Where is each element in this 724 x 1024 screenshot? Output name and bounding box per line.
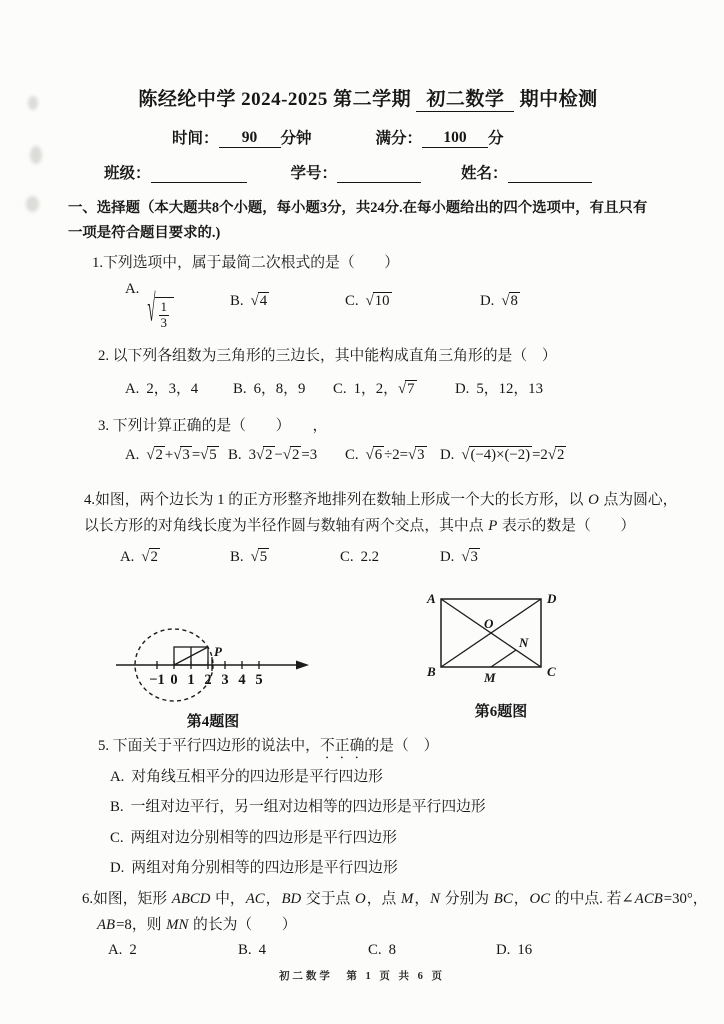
question-6-stem-line1: 6.如图，矩形 ABCD 中，AC，BD 交于点 O，点 M，N 分别为 BC，OC 的中点. 若∠ACB=30°， — [82, 890, 708, 907]
q2-option-c-value: 1，2，√ 7 — [353, 381, 415, 398]
q5-stem-emphasis: 不正确 — [319, 737, 365, 754]
vertex-a-label: A — [427, 590, 436, 606]
full-score-label: 满分： — [375, 130, 423, 147]
name-blank — [508, 163, 592, 183]
time-label: 时间： — [172, 130, 219, 147]
full-score-unit: 分 — [488, 130, 504, 147]
point-o-label: O — [484, 615, 494, 631]
exam-title-pre: 陈经纶中学 2024-2025 第二学期 — [138, 89, 412, 110]
q4-option-d-label: D. — [440, 548, 455, 565]
q4-option-c-value: 2.2 — [360, 548, 380, 565]
q3-option-b-label: B. — [228, 447, 242, 464]
class-label: 班级： — [104, 165, 151, 182]
q1-option-b-label: B. — [230, 293, 244, 310]
name-group — [461, 161, 592, 183]
name-label: 姓名： — [461, 165, 508, 182]
q4-option-c — [340, 549, 379, 566]
q5-option-c-label: C. — [110, 829, 124, 846]
full-score-value-blank: 100 — [422, 128, 488, 148]
tick-label: −1 — [149, 671, 165, 688]
q4-option-d-value: √ 3 — [461, 548, 478, 565]
q4-option-d — [440, 549, 480, 566]
q4-option-a-label: A. — [120, 548, 135, 565]
scan-artifact — [30, 146, 42, 164]
q5-option-c-value: 两组对边分别相等的四边形是平行四边形 — [130, 829, 397, 846]
time-group — [172, 126, 312, 148]
q6-option-b-label: B. — [238, 941, 252, 958]
q1-option-d — [480, 293, 520, 310]
q6-option-a-label: A. — [108, 941, 123, 958]
q5-option-a — [110, 762, 668, 792]
question-4-stem — [84, 488, 678, 540]
tick-label: 0 — [170, 671, 178, 688]
tick-label: 5 — [255, 671, 263, 688]
q2-option-a-value: 2，3，4 — [146, 381, 199, 398]
q1-option-c — [345, 293, 392, 310]
q5-option-d — [110, 853, 668, 883]
exam-title-post: 期中检测 — [519, 89, 598, 110]
q5-option-b-value: 一组对边平行，另一组对边相等的四边形是平行四边形 — [130, 799, 486, 816]
q5-stem-pre: 5. 下面关于平行四边形的说法中， — [98, 737, 320, 754]
point-n-label: N — [519, 634, 529, 650]
axis-arrowhead — [296, 660, 309, 669]
meta-row-student-info — [68, 161, 668, 183]
q5-option-b — [110, 792, 668, 822]
q2-option-a — [125, 377, 198, 398]
figure4-caption: 第4题图 — [186, 713, 240, 730]
q2-option-b-label: B. — [233, 381, 247, 398]
question-4-options — [68, 549, 668, 579]
q2-option-c-label: C. — [333, 381, 347, 398]
tick-label: 1 — [187, 671, 195, 688]
figure6-caption: 第6题图 — [474, 703, 528, 720]
q2-option-a-label: A. — [125, 381, 140, 398]
figure-question6 — [416, 587, 586, 731]
q3-option-d — [440, 447, 566, 464]
student-id-blank — [337, 163, 421, 183]
question-1-stem: 1.下列选项中，属于最简二次根式的是（ ） — [92, 254, 400, 271]
q5-option-c — [110, 823, 668, 853]
vertex-d-label: D — [547, 590, 557, 606]
q6-option-a-value: 2 — [129, 941, 137, 958]
point-p-label: P — [214, 643, 222, 659]
q1-option-d-value: √ 8 — [501, 293, 518, 310]
q5-option-d-value: 两组对角分别相等的四边形是平行四边形 — [131, 860, 398, 877]
q4-option-b — [230, 549, 269, 566]
question-4-stem-line1: 4.如图，两个边长为 1 的正方形整齐地排列在数轴上形成一个大的长方形，以 O 点为圆心， — [84, 492, 678, 509]
q5-option-d-label: D. — [110, 860, 125, 877]
q6-option-b-value: 4 — [258, 941, 266, 958]
q5-option-a-value: 对角线互相平分的四边形是平行四边形 — [131, 768, 383, 785]
tick-label: 2 — [204, 671, 212, 688]
q2-option-c — [333, 377, 417, 398]
q6-option-d-value: 16 — [517, 941, 533, 958]
section1-heading — [68, 196, 668, 246]
q4-option-b-label: B. — [230, 548, 244, 565]
point-m-label: M — [484, 669, 496, 685]
student-id-group — [291, 161, 422, 183]
q1-option-c-value: √ 10 — [365, 293, 390, 310]
q6-option-d-label: D. — [496, 941, 511, 958]
q6-option-a — [108, 942, 137, 959]
q6-option-d — [496, 942, 532, 959]
scan-artifact — [28, 96, 38, 110]
page-footer: 初二数学 第 1 页 共 6 页 — [278, 971, 446, 982]
q2-option-b-value: 6，8，9 — [253, 381, 306, 398]
question-4-stem-line2: 以长方形的对角线长度为半径作圆与数轴有两个交点，其中点 P 表示的数是（ ） — [84, 518, 636, 535]
time-value-blank: 90 — [219, 128, 281, 148]
q4-option-c-label: C. — [340, 548, 354, 565]
q1-option-a-value: √ 1 3 — [146, 281, 175, 297]
q3-option-b-value: 3√ 2 −√ 2 =3 — [248, 447, 318, 464]
time-unit: 分钟 — [280, 130, 312, 147]
student-id-label: 学号： — [290, 165, 338, 182]
section1-heading-line1: 一、选择题（本大题共8个小题，每小题3分，共24分.在每小题给出的四个选项中，有且只有 — [68, 200, 648, 216]
q1-option-b — [230, 293, 269, 310]
q2-option-d-value: 5，12，13 — [476, 381, 543, 398]
exam-title — [68, 84, 668, 111]
q4-option-b-value: √ 5 — [250, 548, 268, 565]
meta-row-time-score — [68, 126, 668, 148]
figure-question4 — [102, 587, 324, 731]
question-2-options — [68, 377, 668, 403]
q3-option-d-label: D. — [440, 447, 455, 464]
tick-label: 3 — [221, 671, 229, 688]
tick-label: 4 — [238, 671, 246, 688]
q6-option-c — [368, 942, 396, 959]
q4-option-a — [120, 549, 160, 566]
q3-option-c — [345, 447, 427, 464]
q3-option-d-value: √ (−4)×(−2) =2√ 2 — [461, 447, 565, 464]
q2-option-d — [455, 377, 543, 398]
q1-option-b-value: √ 4 — [250, 293, 268, 310]
vertex-c-label: C — [547, 663, 556, 679]
question-3-options — [68, 447, 668, 477]
full-score-group — [376, 126, 504, 148]
q3-option-c-value: √ 6 ÷2=√ 3 — [365, 447, 425, 464]
class-blank — [151, 163, 247, 183]
q1-option-a-label: A. — [125, 281, 140, 298]
q5-stem-post: 的是（ ） — [364, 737, 439, 754]
segment-mn — [491, 650, 516, 667]
q6-option-c-value: 8 — [388, 941, 396, 958]
q1-option-d-label: D. — [480, 293, 495, 310]
q4-option-a-value: √ 2 — [141, 548, 158, 565]
section1-heading-line2: 一项是符合题目要求的.) — [68, 224, 221, 241]
question-2-stem: 2. 以下列各组数为三角形的三边长，其中能构成直角三角形的是（ ） — [98, 348, 557, 365]
q3-option-a-label: A. — [125, 447, 140, 464]
vertex-b-label: B — [427, 663, 436, 679]
class-group — [104, 161, 247, 183]
figures-row — [68, 587, 668, 731]
q3-option-a-value: √ 2 +√ 3 =√ 5 — [146, 447, 217, 464]
q2-option-b — [233, 377, 305, 398]
q6-option-b — [238, 942, 266, 959]
question-3-stem: 3. 下列计算正确的是（ ） ， — [98, 418, 328, 435]
q1-option-c-label: C. — [345, 293, 359, 310]
scan-artifact — [26, 196, 39, 212]
q1-option-a — [125, 281, 175, 330]
question-6-stem-line2: AB=8，则 MN 的长为（ ） — [97, 916, 297, 933]
question-5-stem — [98, 734, 668, 762]
question-1-options — [68, 277, 668, 333]
number-line-circle-figure — [102, 587, 324, 703]
q3-option-b — [228, 447, 317, 464]
q2-option-d-label: D. — [455, 381, 470, 398]
q3-option-c-label: C. — [345, 447, 359, 464]
q6-option-c-label: C. — [368, 941, 382, 958]
q5-option-b-label: B. — [110, 799, 124, 816]
question-5-options — [110, 762, 668, 884]
q3-option-a — [125, 447, 219, 464]
rectangle-diagonals-figure — [421, 587, 581, 693]
question-6-options — [68, 942, 668, 968]
exam-title-subject: 初二数学 — [416, 89, 514, 112]
q5-option-a-label: A. — [110, 768, 125, 785]
